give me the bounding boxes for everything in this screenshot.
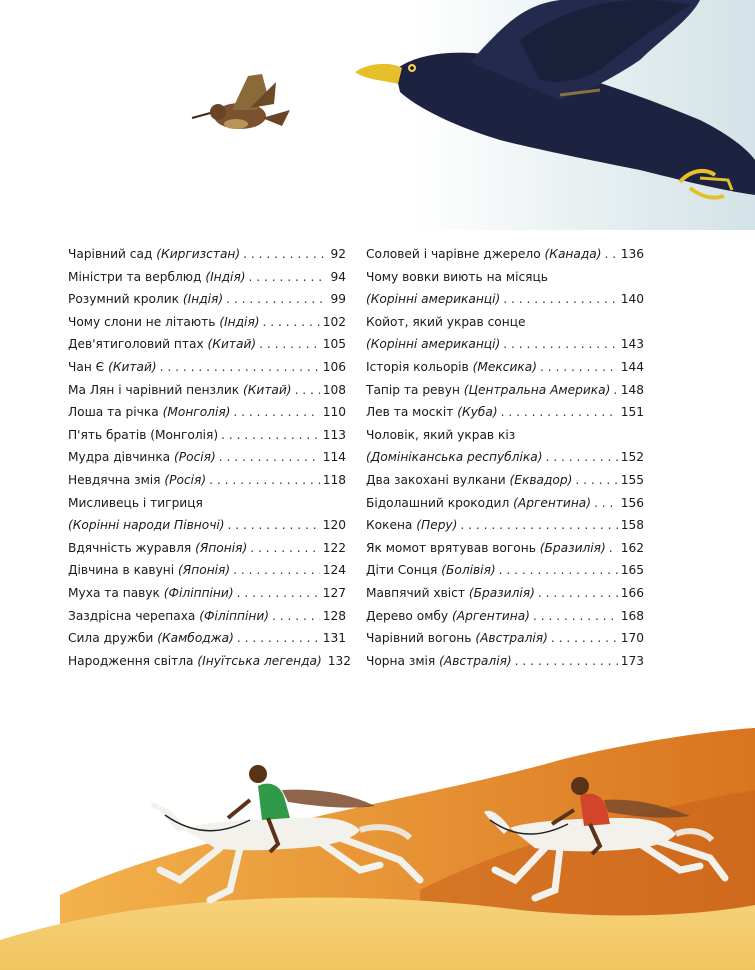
toc-entry (68, 473, 346, 496)
toc-story-title: Міністри та верблюд (68, 269, 206, 284)
toc-entry (366, 428, 644, 451)
toc-entry (366, 292, 644, 315)
toc-entry-title (68, 428, 218, 442)
toc-story-title: Як момот врятував вогонь (366, 540, 540, 555)
toc-story-title: Чарівний сад (68, 247, 157, 261)
toc-story-title: Народження світла (68, 653, 198, 668)
toc-leader-dots (605, 247, 618, 261)
toc-story-title: Дерево омбу (366, 608, 453, 623)
toc-entry-title (68, 631, 234, 645)
toc-entry-title (366, 292, 500, 306)
toc-entry (68, 563, 346, 586)
toc-entry-title (68, 292, 223, 306)
toc-leader-dots (221, 428, 320, 442)
toc-page-number: 152 (620, 450, 644, 465)
toc-story-title: Діти Сонця (366, 563, 442, 578)
toc-leader-dots (237, 631, 320, 645)
toc-leader-dots (503, 337, 617, 351)
toc-page-number: 106 (322, 359, 346, 374)
toc-entry (366, 563, 644, 586)
toc-story-origin: (Болівія) (441, 563, 496, 578)
toc-entry-title (68, 383, 292, 397)
toc-story-title: Чорна змія (366, 653, 440, 668)
toc-story-origin: (Корінні народи Півночі) (68, 518, 225, 533)
toc-leader-dots (575, 473, 617, 487)
toc-entry-title (68, 586, 234, 600)
toc-leader-dots (209, 473, 320, 487)
toc-leader-dots (237, 586, 320, 600)
toc-page-number: 118 (322, 472, 346, 487)
toc-story-title: Заздрісна черепаха (68, 608, 200, 623)
toc-story-origin: (Китай) (207, 337, 257, 352)
toc-page-number: 158 (620, 518, 644, 533)
toc-story-origin: (Канада) (544, 247, 602, 261)
toc-story-title: Кокена (366, 518, 417, 533)
toc-story-origin: (Росія) (174, 450, 216, 465)
toc-page-number: 127 (322, 585, 346, 600)
toc-story-title: Койот, який украв сонце (366, 314, 526, 329)
toc-page-number: 155 (620, 472, 644, 487)
small-bird-icon (192, 74, 290, 129)
toc-entry-title (68, 247, 240, 261)
toc-story-title: Тапір та ревун (366, 382, 464, 397)
toc-story-title: Мавпячий хвіст (366, 585, 469, 600)
toc-entry-title (366, 360, 537, 374)
toc-leader-dots (219, 450, 320, 464)
toc-story-title: Мисливець і тигриця (68, 495, 203, 510)
toc-entry (68, 450, 346, 473)
toc-story-title: Бідолашний крокодил (366, 495, 514, 510)
toc-leader-dots (226, 292, 327, 306)
toc-entry (366, 270, 644, 293)
toc-entry-title (68, 541, 247, 555)
toc-leader-dots (243, 247, 327, 261)
toc-page-number: 162 (620, 540, 644, 555)
toc-entry-title (68, 496, 203, 510)
toc-entry (366, 337, 644, 360)
toc-story-origin: (Куба) (457, 405, 498, 420)
toc-story-title: Вдячність журавля (68, 540, 196, 555)
toc-story-origin: (Перу) (416, 518, 458, 533)
toc-story-title: П'ять братів (Монголія) (68, 427, 219, 442)
toc-entry-title (68, 473, 206, 487)
toc-entry (68, 383, 346, 406)
toc-leader-dots (233, 405, 319, 419)
toc-page-number: 143 (620, 337, 644, 352)
toc-story-title: Соловей і чарівне джерело (366, 247, 545, 261)
toc-story-title: Лев та москіт (366, 405, 458, 420)
toc-leader-dots (540, 360, 618, 374)
toc-entry (68, 428, 346, 451)
toc-entry-title (366, 654, 512, 668)
toc-page-number: 120 (322, 518, 346, 533)
toc-page-number: 136 (620, 247, 644, 261)
toc-story-title: Ма Лян і чарівний пензлик (68, 382, 243, 397)
toc-story-title: Два закохані вулкани (366, 472, 510, 487)
toc-entry (68, 653, 352, 677)
toc-entry (366, 631, 644, 654)
toc-story-origin: (Корінні американці) (366, 337, 501, 352)
toc-entry-title (366, 315, 526, 329)
toc-story-title: Чому слони не літають (68, 314, 220, 329)
toc-page-number: 144 (620, 359, 644, 374)
toc-entry-title (68, 270, 246, 284)
toc-story-title: Розумний кролик (68, 292, 183, 307)
toc-entry (68, 405, 346, 428)
toc-entry (68, 541, 346, 564)
toc-story-origin: (Монголія) (162, 405, 231, 420)
toc-page-number: 105 (322, 337, 346, 352)
toc-page-number: 108 (322, 382, 346, 397)
toc-story-title: Муха та павук (68, 585, 164, 600)
toc-leader-dots (594, 496, 618, 510)
toc-story-origin: (Індія) (205, 269, 246, 284)
toc-entry (68, 292, 346, 315)
riders-on-horses-illustration (0, 720, 755, 970)
toc-story-title: Дівчина в кавуні (68, 563, 179, 578)
toc-story-title: Чарівний вогонь (366, 631, 476, 646)
toc-entry (68, 496, 346, 519)
toc-entry-title (366, 518, 457, 532)
toc-leader-dots (503, 292, 617, 306)
toc-entry-title (366, 337, 500, 351)
toc-entry (366, 654, 644, 677)
toc-story-origin: (Центральна Америка) (463, 382, 611, 397)
toc-story-title: Чому вовки виють на місяць (366, 269, 548, 284)
toc-page-number: 168 (620, 608, 644, 623)
toc-page-number: 132 (327, 653, 352, 668)
toc-story-origin: (Японія) (178, 563, 231, 578)
toc-page-number: 92 (330, 247, 346, 261)
toc-entry (366, 473, 644, 496)
toc-entry (366, 360, 644, 383)
toc-entry (366, 247, 644, 270)
toc-leader-dots (228, 518, 320, 532)
toc-leader-dots (272, 609, 320, 623)
toc-entry (68, 247, 346, 270)
toc-page-number: 173 (620, 653, 644, 668)
toc-story-origin: (Бразилія) (468, 585, 535, 600)
toc-leader-dots (263, 315, 320, 329)
toc-entry (366, 315, 644, 338)
toc-leader-dots (460, 518, 617, 532)
toc-story-origin: (Аргентина) (452, 608, 530, 623)
toc-page-number: 166 (620, 585, 644, 600)
toc-entry-title (68, 450, 216, 464)
toc-leader-dots (613, 383, 617, 397)
toc-story-title: Історія кольорів (366, 359, 473, 374)
toc-entry-title (68, 518, 225, 532)
toc-leader-dots (538, 586, 618, 600)
toc-entry (68, 315, 346, 338)
toc-story-origin: (Росія) (164, 472, 207, 487)
toc-entry-title (366, 450, 542, 464)
toc-entry (68, 631, 346, 654)
toc-page-number: 110 (322, 405, 346, 420)
toc-page-number: 140 (620, 292, 644, 307)
toc-story-title: Сила дружби (68, 631, 158, 646)
toc-page-number: 122 (322, 540, 346, 555)
toc-story-origin: (Філіппіни) (163, 585, 234, 600)
toc-story-title: Чан Є (68, 359, 109, 374)
toc-story-origin: (Аргентина) (513, 495, 592, 510)
toc-leader-dots (259, 337, 320, 351)
toc-story-title: Невдячна змія (68, 472, 165, 487)
toc-story-origin: (Камбоджа) (157, 631, 234, 646)
toc-story-origin: (Китай) (108, 359, 157, 374)
toc-entry-title (366, 609, 530, 623)
toc-page-number: 148 (620, 382, 644, 397)
toc-entry (366, 496, 644, 519)
toc-leader-dots (233, 563, 320, 577)
toc-entry-title (68, 609, 269, 623)
toc-story-origin: (Киргизстан) (156, 247, 241, 261)
toc-story-title: Чоловік, який украв кіз (366, 427, 516, 442)
toc-entry (366, 541, 644, 564)
birds-illustration (0, 0, 755, 230)
toc-entry-title (68, 563, 230, 577)
toc-entry (68, 586, 346, 609)
toc-entry-title (366, 473, 572, 487)
raven-icon (355, 0, 755, 198)
toc-leader-dots (249, 270, 328, 284)
toc-leader-dots (499, 563, 618, 577)
toc-entry (366, 518, 644, 541)
toc-story-origin: (Інуїтська легенда) (197, 653, 322, 668)
toc-story-origin: (Австралія) (475, 631, 548, 646)
toc-entry (366, 383, 644, 406)
toc-page-number: 128 (322, 608, 346, 623)
toc-entry (366, 586, 644, 609)
toc-entry (68, 360, 346, 383)
toc-story-title: Мудра дівчинка (68, 450, 175, 465)
toc-story-origin: (Еквадор) (509, 472, 573, 487)
toc-page-number: 113 (322, 427, 346, 442)
toc-story-origin: (Індія) (182, 292, 224, 307)
toc-page-number: 165 (620, 563, 644, 578)
toc-entry-title (366, 563, 496, 577)
toc-entry-title (366, 631, 548, 645)
toc-entry (366, 450, 644, 473)
toc-entry-title (366, 247, 602, 261)
toc-entry-title (68, 337, 256, 351)
toc-entry-title (366, 496, 591, 510)
toc-entry-title (366, 541, 606, 555)
toc-entry (68, 518, 346, 541)
toc-entry (68, 337, 346, 360)
toc-story-origin: (Домініканська республіка) (366, 450, 543, 465)
toc-entry (68, 270, 346, 293)
toc-story-origin: (Австралія) (439, 653, 512, 668)
toc-page-number: 102 (322, 314, 346, 329)
toc-page-number: 151 (620, 405, 644, 420)
toc-page-number: 170 (620, 631, 644, 646)
toc-entry-title (68, 315, 260, 329)
toc-story-title: Дев'ятиголовий птах (68, 337, 208, 352)
toc-leader-dots (160, 360, 320, 374)
toc-leader-dots (501, 405, 618, 419)
toc-story-origin: (Філіппіни) (199, 608, 270, 623)
toc-story-origin: (Китай) (242, 382, 292, 397)
toc-entry-title (366, 270, 548, 284)
toc-leader-dots (295, 383, 320, 397)
toc-entry-title (68, 360, 157, 374)
toc-right-column (366, 247, 644, 676)
toc-page-number: 114 (322, 450, 346, 465)
toc-leader-dots (250, 541, 320, 555)
toc-leader-dots (609, 541, 618, 555)
toc-entry (68, 609, 346, 632)
toc-leader-dots (545, 450, 617, 464)
toc-entry (366, 609, 644, 632)
toc-entry-title (68, 654, 322, 668)
toc-page-number: 156 (620, 495, 644, 510)
toc-story-origin: (Корінні американці) (366, 292, 501, 307)
toc-page-number: 124 (322, 563, 346, 578)
toc-story-origin: (Японія) (195, 540, 248, 555)
toc-story-origin: (Індія) (219, 314, 260, 329)
toc-entry (366, 405, 644, 428)
toc-page-number: 94 (330, 269, 346, 284)
toc-left-column (68, 247, 352, 676)
toc-page-number: 99 (330, 292, 346, 307)
toc-leader-dots (515, 654, 618, 668)
toc-entry-title (366, 428, 515, 442)
toc-leader-dots (551, 631, 618, 645)
toc-page-number: 131 (322, 631, 346, 646)
toc-story-origin: (Бразилія) (539, 540, 606, 555)
toc-story-origin: (Мексика) (472, 359, 537, 374)
toc-leader-dots (533, 609, 618, 623)
toc-entry-title (68, 405, 230, 419)
toc-entry-title (366, 405, 498, 419)
toc-story-title: Лоша та річка (68, 405, 163, 420)
toc-entry-title (366, 383, 610, 397)
toc-entry-title (366, 586, 535, 600)
